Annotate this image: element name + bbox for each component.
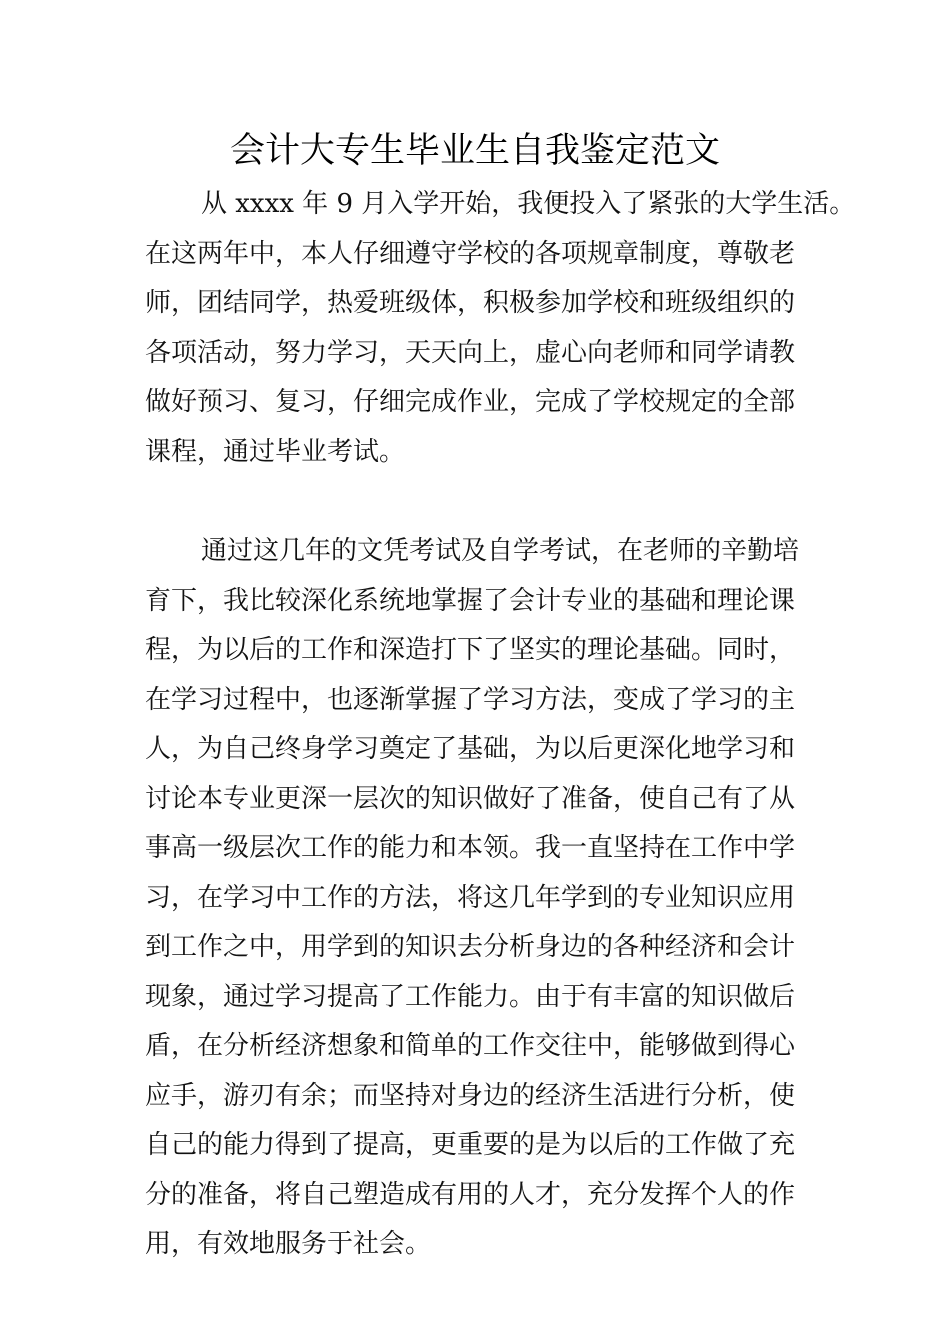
text-line: 从 xxxx 年 9 月入学开始，我便投入了紧张的大学生活。 xyxy=(201,189,856,219)
paragraph-1 xyxy=(145,180,856,477)
text-line: 分的准备，将自己塑造成有用的人才，充分发挥个人的作 xyxy=(145,1179,796,1210)
paragraph-2 xyxy=(145,527,825,1270)
text-line: 事高一级层次工作的能力和本领。我一直坚持在工作中学 xyxy=(145,833,796,863)
text-line: 做好预习、复习，仔细完成作业，完成了学校规定的全部 xyxy=(145,387,796,417)
text-line: 育下，我比较深化系统地掌握了会计专业的基础和理论课 xyxy=(145,585,796,616)
text-line: 自己的能力得到了提高，更重要的是为以后的工作做了充 xyxy=(145,1130,796,1160)
text-line: 程，为以后的工作和深造打下了坚实的理论基础。同时， xyxy=(145,635,796,665)
text-line: 到工作之中，用学到的知识去分析身边的各种经济和会计 xyxy=(145,932,796,962)
document-body xyxy=(145,180,856,1270)
text-line: 讨论本专业更深一层次的知识做好了准备，使自己有了从 xyxy=(145,783,796,814)
text-line: 盾，在分析经济想象和简单的工作交往中，能够做到得心 xyxy=(145,1031,796,1061)
text-line: 通过这几年的文凭考试及自学考试，在老师的辛勤培 xyxy=(201,536,800,566)
text-line: 各项活动，努力学习，天天向上，虚心向老师和同学请教 xyxy=(145,337,796,368)
document-title: 会计大专生毕业生自我鉴定范文 xyxy=(229,131,720,171)
text-line: 用，有效地服务于社会。 xyxy=(145,1229,432,1259)
text-line: 应手，游刃有余；而坚持对身边的经济生活进行分析，使 xyxy=(145,1080,796,1111)
text-line: 习，在学习中工作的方法，将这几年学到的专业知识应用 xyxy=(145,882,796,913)
text-line: 现象，通过学习提高了工作能力。由于有丰富的知识做后 xyxy=(145,981,796,1012)
paragraph-spacer xyxy=(145,477,825,527)
text-line: 师，团结同学，热爱班级体，积极参加学校和班级组织的 xyxy=(145,288,796,318)
text-line: 在这两年中，本人仔细遵守学校的各项规章制度，尊敬老 xyxy=(145,238,796,269)
text-line: 人，为自己终身学习奠定了基础，为以后更深化地学习和 xyxy=(145,734,796,764)
text-line: 在学习过程中，也逐渐掌握了学习方法，变成了学习的主 xyxy=(145,684,796,715)
text-line: 课程，通过毕业考试。 xyxy=(145,436,406,467)
